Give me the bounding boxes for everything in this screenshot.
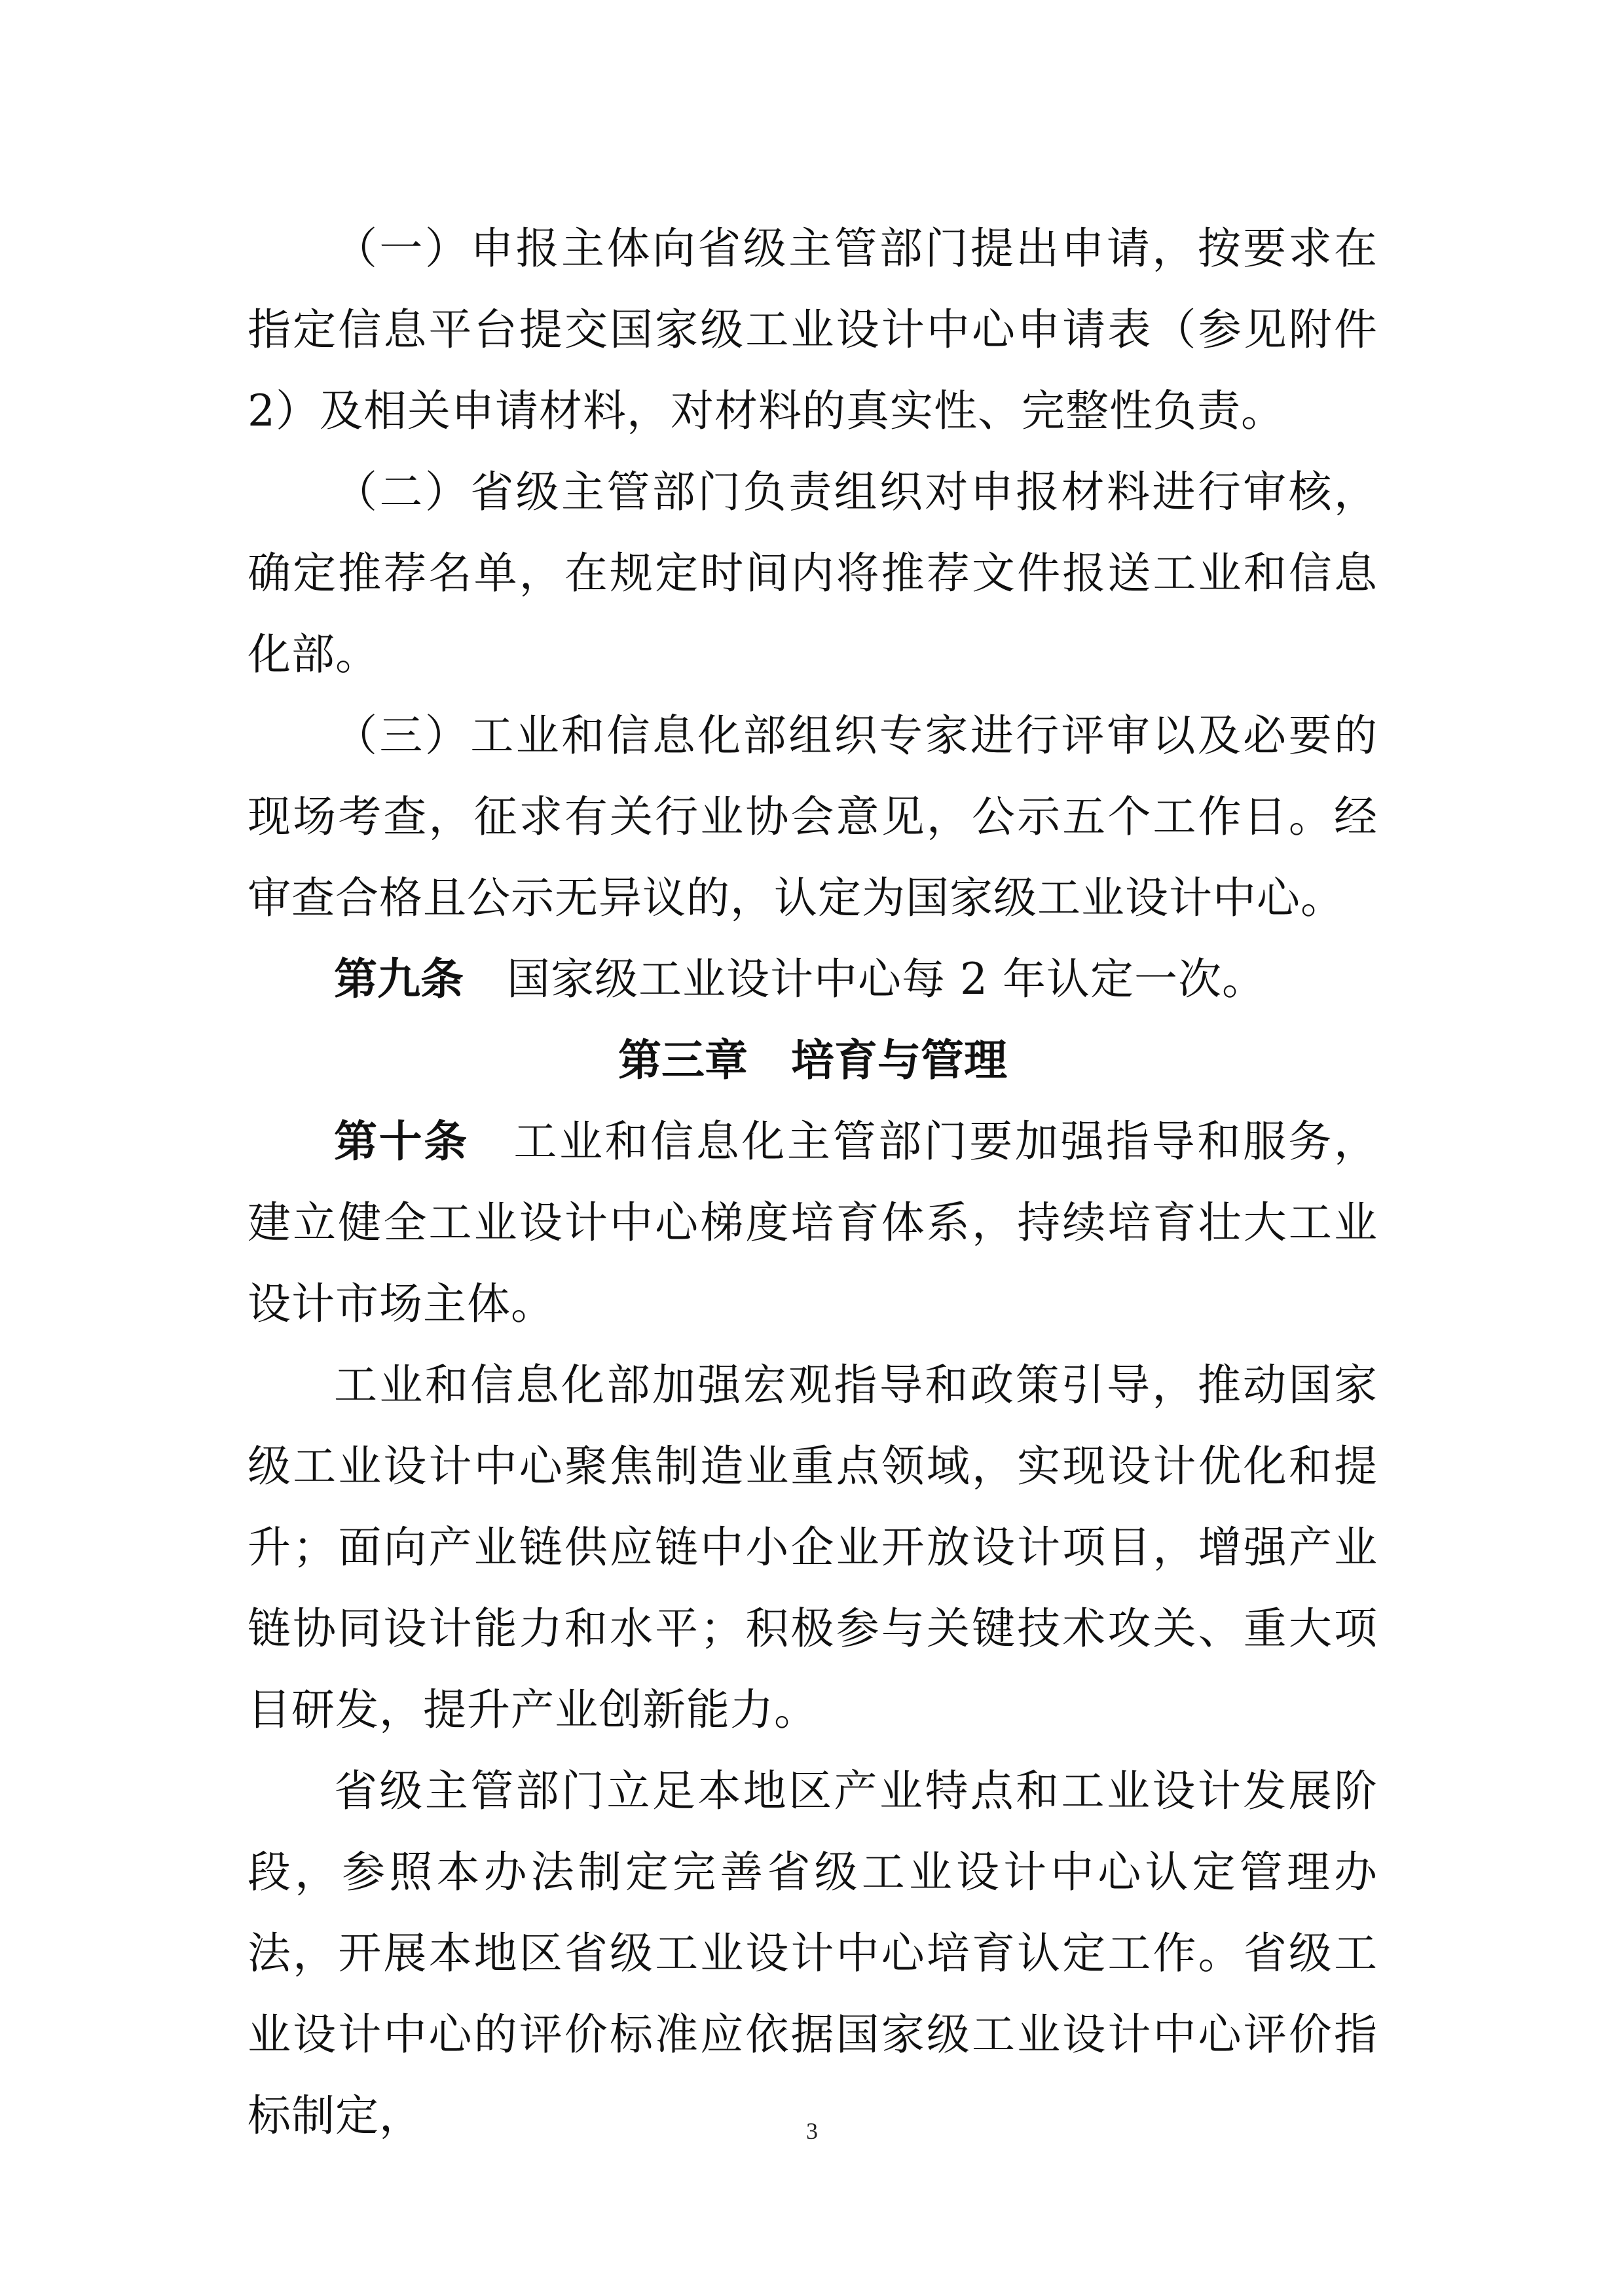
article-ten-label: 第十条 xyxy=(334,1116,469,1167)
page-number: 3 xyxy=(806,2118,818,2144)
chapter-title: 培育与管理 xyxy=(791,1035,1007,1085)
article-ten-text: 工业和信息化主管部门要加强指导和服务，建立健全工业设计中心梯度培育体系，持续培育壮大工业设计市场主体。 xyxy=(248,1116,1378,1329)
document-body xyxy=(248,208,1378,2157)
article-ten xyxy=(248,1101,1378,1345)
paragraph-provincial-review: （二）省级主管部门负责组织对申报材料进行审核，确定推荐名单，在规定时间内将推荐文件报送工业和信息化部。 xyxy=(248,467,1378,680)
article-nine-label: 第九条 xyxy=(334,954,464,1004)
paragraph-application-submission: （一）申报主体向省级主管部门提出申请，按要求在指定信息平台提交国家级工业设计中心申请表（参见附件 2）及相关申请材料，对材料的真实性、完整性负责。 xyxy=(248,223,1378,436)
article-nine xyxy=(248,939,1378,1020)
paragraph-provincial-cultivation: 省级主管部门立足本地区产业特点和工业设计发展阶段，参照本办法制定完善省级工业设计中心认定管理办法，开展本地区省级工业设计中心培育认定工作。省级工业设计中心的评价标准应依据国家级工业设计中心评价指标制定， xyxy=(248,1766,1378,2141)
chapter-number: 第三章 xyxy=(618,1035,748,1085)
paragraph-expert-evaluation: （三）工业和信息化部组织专家进行评审以及必要的现场考查，征求有关行业协会意见，公示五个工作日。经审查合格且公示无异议的，认定为国家级工业设计中心。 xyxy=(248,710,1378,923)
paragraph-ministry-guidance: 工业和信息化部加强宏观指导和政策引导，推动国家级工业设计中心聚焦制造业重点领域，实现设计优化和提升；面向产业链供应链中小企业开放设计项目，增强产业链协同设计能力和水平；积极参与关键技术攻关、重大项目研发，提升产业创新能力。 xyxy=(248,1360,1378,1735)
chapter-heading xyxy=(248,1020,1378,1101)
article-nine-text: 国家级工业设计中心每 2 年认定一次。 xyxy=(507,954,1266,1004)
